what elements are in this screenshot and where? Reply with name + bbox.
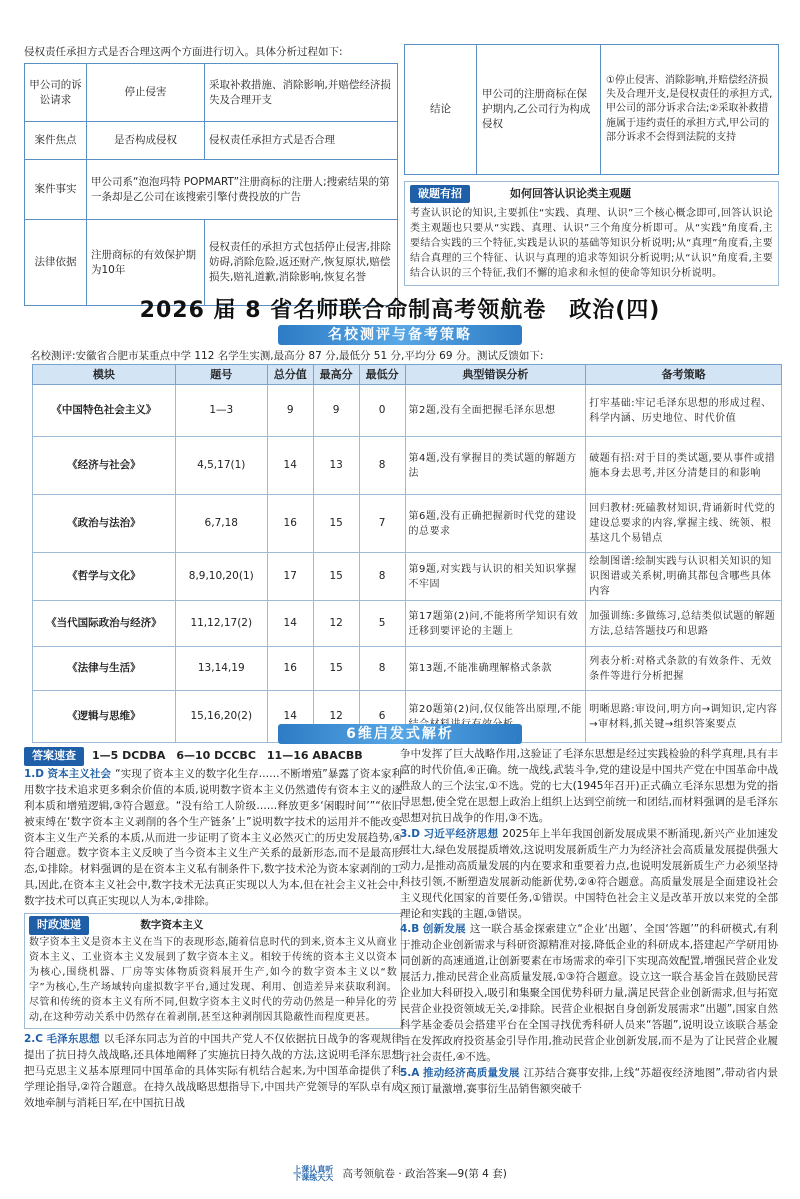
header-module: 模块 bbox=[33, 365, 176, 385]
table-row bbox=[33, 647, 782, 691]
cell-nums: 13,14,19 bbox=[175, 647, 267, 691]
cell-min: 8 bbox=[359, 647, 405, 691]
cell-nums: 4,5,17(1) bbox=[175, 437, 267, 495]
cell-max: 15 bbox=[313, 647, 359, 691]
page-footer bbox=[0, 1166, 800, 1182]
cell-total: 14 bbox=[267, 437, 313, 495]
answer-key bbox=[24, 747, 402, 766]
q5-text: 江苏结合赛事安排,上线“苏超夜经济地图”,带动省内景区预订量激增,赛事衍生品销售额突破千 bbox=[400, 1067, 778, 1096]
answer-codes: 1—5 DCDBA 6—10 DCCBC 11—16 ABACBB bbox=[92, 749, 363, 762]
q4-keyword: 创新发展 bbox=[422, 923, 466, 936]
cell-total: 17 bbox=[267, 553, 313, 601]
q5-num: 5.A bbox=[400, 1067, 420, 1080]
cell-strategy: 明晰思路:审设问,明方向→调知识,定内容→审材料,抓关键→组织答案要点 bbox=[586, 691, 782, 743]
table-row bbox=[25, 160, 398, 220]
cell-error: 第20题第(2)问,仅仅能答出原理,不能 bbox=[405, 691, 586, 743]
cell-min: 0 bbox=[359, 385, 405, 437]
news-body: 数字资本主义是资本主义在当下的表现形态,随着信息时代的到来,资本主义从商业资本主义、工业资本主义发展到了数字资本主义。相较于传统的资本主义以资本为核心,围绕机器、厂房等实体物质资料展开生产,如今的数字资本主义以“数字”为核心,生产场域转向虚拟数字平台,通过发现、利用、创造差异来获取利润。尽管和传统的资本主义有所不同,但数字资本主义时代的劳动仍然是一种异化的劳动,在这种劳动关系中仍然存在着剥削,甚至这种剥削因其隐蔽性而程度更甚。 bbox=[29, 937, 397, 1024]
cell-total: 16 bbox=[267, 647, 313, 691]
table-row bbox=[33, 385, 782, 437]
question-4 bbox=[400, 922, 778, 1066]
question-3 bbox=[400, 827, 778, 923]
table-row bbox=[33, 495, 782, 553]
cell-nums: 6,7,18 bbox=[175, 495, 267, 553]
conclusion-right: ①停止侵害、消除影响,并赔偿经济损失及合理开支,是侵权责任的承担方式,甲公司的部分诉求合法;②采取补救措施属于违约责任的承担方式,甲公司的部分诉求不会得到法院的支持 bbox=[601, 45, 779, 175]
question-2-continued: 争中发挥了巨大战略作用,这验证了毛泽东思想是经过实践检验的科学真理,具有丰富的时代价值,④正确。统一战线,武装斗争,党的建设是中国共产党在中国革命中战胜敌人的三个法宝,①不选。党的七大(1945年召开)正式确立毛泽东思想为党的指导思想,使全党在思想上政治上组织上达到空前统一和团结,而材料强调的是毛泽东思想对抗日战争的作用,③不选。 bbox=[400, 748, 778, 824]
cell-error: 第13题,不能准确理解格式条款 bbox=[405, 647, 586, 691]
cell-max: 9 bbox=[313, 385, 359, 437]
cell-error: 第4题,没有掌握目的类试题的解题方法 bbox=[405, 437, 586, 495]
tip-box bbox=[404, 181, 779, 286]
q4-text: 这一联合基金探索建立“企业‘出题’、全国‘答题’”的科研模式,有利于推动企业创新需求与科研资源精准对接,降低企业的科研成本,搭建起产学研用协同创新的高速通道,让创新要素在市场需求的牵引下实现高效配置,增强民营企业发展活力,推动民营企业高质量发展,①③符合题意。设立这一联合基金旨在鼓励民营企业加大科研投入,吸引和集聚全国优势科研力量,满足民营企业创新需求,但与拓宽民营企业投资领域无关,②排除。民营企业根据自身创新发展需求“出题”,国家自然科学基金委员会搭建平台在全国寻找优秀科研人员来“答题”,说明设立该联合基金旨在发挥政府投资基金引导作用,推动民营企业创新发展,而不是为了让民营企业履行社会责任,④不选。 bbox=[400, 923, 779, 1064]
cell-module: 《中国特色社会主义》 bbox=[33, 385, 176, 437]
cell-strategy: 绘制图谱:绘制实践与认识相关知识的知识图谱或关系树,明确其都包含哪些具体内容 bbox=[586, 553, 782, 601]
header-min: 最低分 bbox=[359, 365, 405, 385]
evaluation-table bbox=[32, 364, 782, 743]
cell-total: 16 bbox=[267, 495, 313, 553]
tip-body: 考查认识论的知识,主要抓住“实践、真理、认识”三个核心概念即可,回答认识论类主观题也只要从“实践、真理、认识”三个角度分析即可。从“实践”角度看,主要结合实践的三个特征,实践是认识的基础等知识分析说明;从“真理”角度看,主要结合真理的三个特征、认识与真理的追求等知识分析说明;从“认识”角度看,主要结合认识的三个特征,我们不懈的追求和永恒的使命等知识分析说明。 bbox=[410, 207, 773, 279]
conclusion-section bbox=[404, 44, 779, 286]
footer-text: 高考领航卷 · 政治答案—9(第 4 套) bbox=[342, 1168, 507, 1180]
header-max: 最高分 bbox=[313, 365, 359, 385]
cell-module: 《哲学与文化》 bbox=[33, 553, 176, 601]
table-row bbox=[33, 601, 782, 647]
cell-min: 8 bbox=[359, 437, 405, 495]
table-row bbox=[25, 64, 398, 122]
cell-module: 《政治与法治》 bbox=[33, 495, 176, 553]
cell-module: 《经济与社会》 bbox=[33, 437, 176, 495]
cell-error: 第2题,没有全面把握毛泽东思想 bbox=[405, 385, 586, 437]
cell-max: 15 bbox=[313, 553, 359, 601]
conclusion-table bbox=[404, 44, 779, 175]
q1-text: “实现了资本主义的数字化生存……不断增殖”暴露了资本家利用数字技术追求更多剩余价值的本质,说明数字资本主义仍然遗传有资本主义的逐利本质和增殖逻辑,③符合题意。“没有给工人阶级……释放更多‘闲暇时间’”“依旧被束缚在‘数字资本主义剥削的各个生产链条’上”说明数字技术的运用并不能改变资本主义生产关系的本质,从而进一步证明了资本主义必然灭亡的历史发展趋势,④符合题意。数字资本主义反映了当今资本主义生产关系的最新形态,而不是最高形态,①排除。材料强调的是在资本主义私有制条件下,数字技术沦为资本家剥削的工具,因此,在资本主义社会中,数字技术无法真正实现以人为本,但在社会主义社会中,数字技术可以真正实现以人为本,②排除。 bbox=[24, 767, 402, 908]
cell-nums: 11,12,17(2) bbox=[175, 601, 267, 647]
header-error: 典型错误分析 bbox=[405, 365, 586, 385]
conclusion-mid: 甲公司的注册商标在保护期内,乙公司行为构成侵权 bbox=[477, 45, 601, 175]
cell-error: 第17题第(2)问,不能将所学知识有效迁移到要评论的主题上 bbox=[405, 601, 586, 647]
q1-num: 1.D bbox=[24, 767, 45, 780]
cell-max: 15 bbox=[313, 495, 359, 553]
answers-tag: 答案速查 bbox=[24, 747, 84, 766]
header-nums: 题号 bbox=[175, 365, 267, 385]
case-intro: 侵权责任承担方式是否合理这两个方面进行切入。具体分析过程如下: bbox=[24, 46, 343, 58]
q3-num: 3.D bbox=[400, 827, 421, 840]
cell-strategy: 破题有招:对于目的类试题,要从事件或措施本身去思考,并区分清楚目的和影响 bbox=[586, 437, 782, 495]
cell-max: 13 bbox=[313, 437, 359, 495]
cell-nums: 8,9,10,20(1) bbox=[175, 553, 267, 601]
q4-num: 4.B bbox=[400, 923, 420, 936]
q2-text: 以毛泽东同志为首的中国共产党人不仅依据抗日战争的客观规律提出了抗日持久战战略,还具体地阐释了实施抗日持久战的方法,这说明毛泽东思想把马克思主义基本原理同中国革命的具体实际有机结合起来,为中国革命提供了科学理论指导,②符合题意。在持久战战略思想指导下,中国共产党领导的军队卓有成效地牵制与消耗日军,在中国抗日战 bbox=[24, 1033, 403, 1109]
news-box bbox=[24, 913, 402, 1029]
cell-module: 《逻辑与思维》 bbox=[33, 691, 176, 743]
header-total: 总分值 bbox=[267, 365, 313, 385]
publisher-logo bbox=[293, 1166, 333, 1182]
conclusion-label: 结论 bbox=[405, 45, 477, 175]
analysis-column-right bbox=[400, 747, 778, 1098]
table-header bbox=[33, 365, 782, 385]
stat-line: 名校测评:安徽省合肥市某重点中学 112 名学生实测,最高分 87 分,最低分 51 分,平均分 69 分。测试反馈如下: bbox=[30, 350, 544, 362]
table-row bbox=[25, 122, 398, 160]
cell-nums: 1—3 bbox=[175, 385, 267, 437]
question-2 bbox=[24, 1032, 402, 1112]
row-mid: 注册商标的有效保护期为10年 bbox=[87, 220, 205, 306]
tip-tag: 破题有招 bbox=[410, 185, 470, 203]
news-tag: 时政速递 bbox=[29, 916, 89, 935]
cell-max: 12 bbox=[313, 601, 359, 647]
cell-min: 5 bbox=[359, 601, 405, 647]
q1-keyword: 资本主义社会 bbox=[47, 767, 112, 780]
cell-error: 第6题,没有正确把握新时代党的建设的总要求 bbox=[405, 495, 586, 553]
row-right: 侵权责任的承担方式包括停止侵害,排除妨碍,消除危险,返还财产,恢复原状,赔偿损失,赔礼道歉,消除影响,恢复名誉 bbox=[205, 220, 398, 306]
q2-num: 2.C bbox=[24, 1033, 44, 1046]
cell-error: 第9题,对实践与认识的相关知识掌握不牢固 bbox=[405, 553, 586, 601]
row-label: 案件焦点 bbox=[25, 122, 87, 160]
cell-total: 14 bbox=[267, 601, 313, 647]
row-right: 采取补救措施、消除影响,并赔偿经济损失及合理开支 bbox=[205, 64, 398, 122]
section-banner-evaluation: 名校测评与备考策略 bbox=[278, 325, 522, 345]
section-banner-analysis: 6维启发式解析 bbox=[278, 724, 522, 744]
logo-line-1: 上课认真听 bbox=[293, 1165, 334, 1174]
cell-total: 14 bbox=[267, 691, 313, 743]
table-row bbox=[33, 437, 782, 495]
row-label: 法律依据 bbox=[25, 220, 87, 306]
table-row bbox=[25, 220, 398, 306]
cell-min: 7 bbox=[359, 495, 405, 553]
cell-strategy: 打牢基础:牢记毛泽东思想的形成过程、科学内涵、历史地位、时代价值 bbox=[586, 385, 782, 437]
case-analysis-section bbox=[24, 44, 398, 306]
row-right: 侵权责任承担方式是否合理 bbox=[205, 122, 398, 160]
news-title: 数字资本主义 bbox=[140, 919, 204, 932]
q5-keyword: 推动经济高质量发展 bbox=[423, 1067, 520, 1080]
exam-title: 2026 届 8 省名师联合命制高考领航卷 政治(四) bbox=[139, 298, 661, 323]
case-table bbox=[24, 63, 398, 306]
row-text: 甲公司系“泡泡玛特 POPMART”注册商标的注册人;搜索结果的第一条却是乙公司在该搜索引擎付费投放的广告 bbox=[87, 160, 398, 220]
row-mid: 停止侵害 bbox=[87, 64, 205, 122]
analysis-column-left bbox=[24, 747, 402, 1112]
row-label: 案件事实 bbox=[25, 160, 87, 220]
q2-keyword: 毛泽东思想 bbox=[46, 1033, 100, 1046]
question-5 bbox=[400, 1066, 778, 1098]
cell-min: 8 bbox=[359, 553, 405, 601]
q3-text: 2025年上半年我国创新发展成果不断涌现,新兴产业加速发展壮大,绿色发展提质增效,这说明发展新质生产力为经济社会高质量发展提供强大动力,是推动高质量发展的内在要求和重要着力点,也说明发展新质生产力必须坚持科技引领,不断塑造发展新动能新优势,②④符合题意。高质量发展是全面建设社会主义现代化国家的首要任务,①错误。中国特色社会主义是改革开放以来党的全部理论和实践的主题,③错误。 bbox=[400, 827, 779, 920]
cell-min: 6 bbox=[359, 691, 405, 743]
row-mid: 是否构成侵权 bbox=[87, 122, 205, 160]
cell-strategy: 回归教材:死磕教材知识,背诵新时代党的建设总要求的内容,掌握主线、统领、根基这几个易错点 bbox=[586, 495, 782, 553]
cell-nums: 15,16,20(2) bbox=[175, 691, 267, 743]
table-row bbox=[33, 553, 782, 601]
cell-strategy: 列表分析:对格式条款的有效条件、无效条件等进行分析把握 bbox=[586, 647, 782, 691]
logo-line-2: 下课练天天 bbox=[293, 1173, 334, 1182]
header-strategy: 备考策略 bbox=[586, 365, 782, 385]
row-label: 甲公司的诉讼请求 bbox=[25, 64, 87, 122]
cell-total: 9 bbox=[267, 385, 313, 437]
cell-max: 12 bbox=[313, 691, 359, 743]
cell-module: 《当代国际政治与经济》 bbox=[33, 601, 176, 647]
cell-module: 《法律与生活》 bbox=[33, 647, 176, 691]
question-1 bbox=[24, 767, 402, 911]
cell-strategy: 加强训练:多做练习,总结类似试题的解题方法,总结答题技巧和思路 bbox=[586, 601, 782, 647]
q3-keyword: 习近平经济思想 bbox=[423, 827, 499, 840]
tip-title: 如何回答认识论类主观题 bbox=[510, 187, 631, 200]
